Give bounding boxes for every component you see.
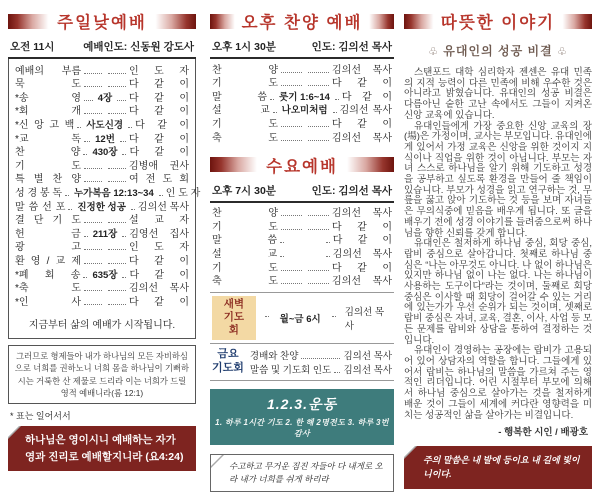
order-mid — [287, 249, 323, 260]
order-label: 말 씀 — [212, 235, 278, 247]
order-mid: 12번 — [95, 133, 115, 145]
order-label: *축 도 — [15, 283, 81, 295]
dot-leader — [280, 241, 284, 243]
order-who: 다 같 이 — [332, 262, 392, 274]
dot-leader — [84, 140, 90, 142]
psalm-verse-text: 주의 말씀은 내 발에 등이요 내 길에 빛이니이다. — [423, 455, 580, 479]
gradient-bar-left — [404, 14, 436, 29]
order-label: 축 도 — [212, 132, 278, 144]
gradient-bar-left — [210, 157, 261, 172]
order-who: 다 같 이 — [332, 235, 392, 247]
dot-leader — [308, 228, 329, 230]
order-label: 찬 양 — [212, 64, 278, 76]
order-of-worship-box — [8, 59, 201, 339]
order-who: 설 교 자 — [129, 215, 189, 227]
john-verse-banner — [8, 426, 196, 471]
dot-leader — [84, 85, 102, 87]
dot-leader — [84, 289, 102, 291]
dot-leader — [108, 167, 126, 169]
order-who: 김병애 권사 — [129, 160, 189, 172]
warm-story-title: 따뜻한 이야기 — [440, 14, 556, 32]
friday-who: 김의선 목사 — [343, 350, 392, 362]
order-mid: 누가복음 12:13~34 — [73, 187, 154, 199]
stand-footnote: * 표는 일어서서 — [10, 411, 71, 422]
order-who: 김의선 목사 — [339, 105, 392, 117]
wednesday-time-row — [210, 181, 394, 203]
dot-leader — [281, 84, 302, 86]
dot-leader — [84, 99, 93, 101]
order-who: 김영선 집사 — [129, 228, 189, 240]
order-mid: 4장 — [97, 92, 113, 104]
order-who: 인 도 자 — [129, 242, 189, 254]
friday-item: 말씀 및 기도회 인도 — [249, 364, 332, 376]
afternoon-time-row — [210, 37, 394, 59]
dot-leader — [281, 125, 302, 127]
order-label: *교 독 — [15, 133, 81, 145]
order-label: 찬 양 — [15, 147, 81, 159]
dot-leader — [77, 126, 81, 128]
dot-leader — [83, 153, 87, 155]
sunday-time-row — [8, 37, 196, 59]
dot-leader — [84, 112, 102, 114]
dot-leader — [308, 214, 329, 216]
friday-who: 김의선 목사 — [343, 364, 392, 376]
order-label: 기 도 — [15, 160, 81, 172]
friday-label-line1: 금요 — [217, 347, 239, 360]
dot-leader — [108, 303, 126, 305]
dot-leader — [120, 140, 126, 142]
order-label: 특 별 찬 양 — [15, 174, 81, 186]
dot-leader — [128, 126, 132, 128]
order-who: 다 같 이 — [129, 92, 189, 104]
dot-leader — [108, 289, 126, 291]
friday-line — [250, 348, 392, 362]
order-label: 묵 도 — [15, 79, 81, 91]
clover-icon: ♧ — [428, 45, 439, 58]
dot-leader — [308, 71, 329, 73]
order-mid: 진정한 성공 — [77, 201, 126, 213]
dot-leader — [273, 111, 277, 113]
order-label: 광 고 — [15, 242, 81, 254]
story-signature: - 행복한 시인 / 배광호 — [498, 427, 588, 439]
order-who: 인 도 자 — [129, 65, 189, 77]
order-label: 말 씀 선 포 — [15, 201, 66, 213]
dot-leader — [326, 241, 330, 243]
gradient-bar-right — [343, 157, 394, 172]
dawn-prayer-label — [212, 296, 256, 339]
123-movement-box — [210, 389, 394, 445]
order-label: *폐 회 송 — [15, 269, 81, 281]
order-label: *송 영 — [15, 92, 81, 104]
friday-line — [250, 362, 392, 376]
dawn-prayer-row — [210, 292, 394, 343]
gradient-bar-right — [367, 14, 394, 29]
dot-leader — [108, 248, 126, 250]
movement-items: 1. 하루 1시간 기도 2. 한 해 2명전도 3. 하루 3번 감사 — [215, 417, 389, 438]
order-who: 다 같 이 — [341, 91, 392, 103]
order-who: 김의선 목사 — [129, 283, 189, 295]
dot-leader — [280, 255, 284, 257]
dawn-label-line1: 새벽 — [223, 298, 244, 311]
order-who: 다 같 이 — [129, 255, 189, 267]
dot-leader — [108, 180, 126, 182]
dot-leader — [84, 72, 102, 74]
dot-leader — [108, 85, 126, 87]
order-mid: 룻기 1:6~14 — [279, 91, 330, 103]
dawn-time: 월~금 6시 — [279, 313, 321, 325]
order-who: 다 같 이 — [332, 78, 392, 90]
dot-leader — [84, 248, 102, 250]
order-label: 기 도 — [212, 262, 278, 274]
afternoon-service-title: 오후 찬양 예배 — [241, 14, 363, 32]
dot-leader — [84, 235, 88, 237]
order-who: 인 도 자 — [165, 187, 201, 199]
story-paragraph: 유대인은 철저하게 하나님 중심, 회당 중심, 랍비 중심으로 살아갑니다. 첫째로 하나님 중심은 “나는 아무것도 아니다. 나 없이 하나님은 있지만 하나님 없이 나는 없다. 나는 하나님이 사용하는 도구이다”라는 것이며, 둘째로 회당 중심은 이사할 때 회당이 걸어갈 수 있는 거리에 있는가가 우선 순위가 되는 것이며, 셋째로 랍비 중심은 자녀, 교육, 결혼, 이사, 사업 등 모든 문제를 랍비와 상담을 통하여 결정하는 것입니다. — [404, 238, 592, 346]
order-label: 기 도 — [212, 118, 278, 130]
order-label: 기 도 — [212, 78, 278, 90]
order-mid: 430장 — [92, 147, 118, 159]
gradient-bar-right — [560, 14, 592, 29]
friday-lines — [250, 348, 392, 376]
warm-story-header — [404, 9, 592, 33]
order-label: 예배의 부름 — [15, 65, 81, 77]
order-who: 다 같 이 — [129, 296, 189, 308]
order-who: 다 같 이 — [135, 119, 189, 131]
service-time: 오후 1시 30분 — [212, 41, 276, 53]
order-row — [212, 274, 392, 288]
order-row — [212, 130, 392, 144]
afternoon-order-list — [210, 59, 394, 144]
dot-leader — [334, 371, 340, 373]
order-mid: 211장 — [92, 228, 118, 240]
order-who: 김의선 목사 — [332, 132, 392, 144]
order-label: *인 사 — [15, 296, 81, 308]
service-time: 오후 7시 30분 — [212, 184, 276, 197]
order-mid: 635장 — [92, 269, 118, 281]
dot-leader — [108, 262, 126, 264]
column-sunday-service — [8, 0, 201, 471]
order-label: 헌 금 — [15, 228, 81, 240]
matthew-verse-text: 수고하고 무거운 짐진 자들아 다 내게로 오라 내가 너희를 쉬게 하리라 — [229, 460, 383, 484]
service-leader: 예배인도: 신동원 강도사 — [83, 41, 194, 53]
story-subtitle — [404, 42, 592, 59]
order-label: 설 교 — [212, 105, 270, 117]
story-paragraph: 스탠포드 대학 심리학자 젠센은 유대 민족의 지적 능력이 다른 민족에 비해 우수한 것은 아니라고 밝혔습니다. 유대인의 성공 비결은 다름아닌 숱한 고난 속에서도 그들이 지켜온 신앙 교육에 있습니다. — [404, 67, 592, 121]
dot-leader — [108, 112, 126, 114]
romans-verse-box: 그러므로 형제들아 내가 하나님의 모든 자비하심으로 너희를 권하노니 너희 몸을 하나님이 기뻐하시는 거룩한 산 제물로 드리라 이는 너희가 드릴 영적 예배니라(롬 12:1) — [8, 345, 196, 405]
order-who: 다 같 이 — [129, 79, 189, 91]
order-label: 말 씀 — [212, 91, 268, 103]
friday-prayer-row — [210, 344, 394, 381]
order-who: 김의선 목사 — [137, 201, 189, 213]
dot-leader — [333, 111, 337, 113]
order-who: 다 같 이 — [332, 221, 392, 233]
dot-leader — [84, 167, 102, 169]
dot-leader — [68, 208, 72, 210]
sunday-service-header — [8, 9, 196, 33]
dot-leader — [308, 282, 329, 284]
dot-leader — [270, 98, 274, 100]
order-who: 김의선 목사 — [332, 276, 392, 288]
friday-prayer-label — [212, 348, 244, 376]
order-row — [15, 294, 189, 308]
order-who: 김의선 목사 — [332, 208, 392, 220]
order-label: 환 영 / 교 제 — [15, 255, 81, 267]
order-label: 설 교 — [212, 248, 278, 260]
dawn-label-line2: 기도회 — [223, 311, 244, 337]
order-who: 다 같 이 — [129, 147, 189, 159]
afternoon-service-header — [210, 9, 394, 33]
john-verse-text: 하나님은 영이시니 예배하는 자가 영과 진리로 예배할지니라 (요4:24) — [25, 434, 184, 463]
service-time: 오전 11시 — [10, 41, 55, 53]
dot-leader — [122, 235, 126, 237]
dot-leader — [117, 99, 126, 101]
order-label: 찬 양 — [212, 208, 278, 220]
movement-title: 1.2.3.운동 — [266, 395, 338, 412]
order-who: 김의선 목사 — [332, 248, 392, 260]
worship-closing-note: 지금부터 삶의 예배가 시작됩니다. — [28, 319, 176, 331]
gradient-bar-right — [152, 14, 196, 29]
order-who: 여 전 도 회 — [129, 174, 189, 186]
dot-leader — [265, 315, 269, 317]
column-other-services — [210, 0, 394, 492]
dot-leader — [122, 276, 126, 278]
order-label: *회 개 — [15, 106, 81, 118]
order-who: 김의선 목사 — [332, 64, 392, 76]
service-leader: 인도: 김의선 목사 — [311, 184, 392, 197]
order-label: 기 도 — [212, 221, 278, 233]
service-leader: 인도: 김의선 목사 — [311, 41, 392, 53]
wednesday-order-list — [210, 203, 394, 288]
dot-leader — [335, 98, 339, 100]
friday-label-line2: 기도회 — [212, 361, 244, 374]
dot-leader — [301, 357, 340, 359]
dot-leader — [84, 262, 102, 264]
dot-leader — [84, 303, 102, 305]
dawn-who: 김의선 목사 — [344, 306, 385, 332]
dot-leader — [83, 276, 87, 278]
dot-leader — [332, 315, 336, 317]
dot-leader — [131, 208, 135, 210]
dot-leader — [308, 139, 329, 141]
column-warm-story — [404, 0, 592, 489]
gradient-bar-left — [210, 14, 237, 29]
dot-leader — [281, 282, 302, 284]
sunday-service-title: 주일낮예배 — [57, 14, 147, 32]
dot-leader — [84, 180, 102, 182]
wednesday-service-header — [210, 153, 394, 177]
order-label: 축 도 — [212, 276, 278, 288]
dot-leader — [308, 84, 329, 86]
dot-leader — [308, 269, 329, 271]
dot-leader — [281, 139, 302, 141]
order-label: 성 경 봉 독 — [15, 187, 62, 199]
dot-leader — [326, 255, 330, 257]
story-paragraph: 유대인들에게 가장 중요한 신앙 교육의 장(場)은 가정이며, 교사는 부모입니다. 유대인에게 있어서 가정 교육은 신앙을 위한 것이지 지식이나 직업을 위한 것이 아닙니다. 부모는 자녀 스스로 하나님을 알기 위해 기도하고 성경을 공부하고 싶도록 환경을 만들어 줄 책임이 있습니다. 부모가 성경을 읽고 연구하는 것, 무릎을 꿇고 앉아 기도하는 것 등을 보며 자녀들은 무의식중에 믿음을 배우게 됩니다. 또 글을 배우기 전에 성경 이야기를 들려줌으로써 하나님을 향한 신뢰를 갖게 합니다. — [404, 120, 592, 239]
dot-leader — [84, 221, 102, 223]
clover-icon: ♧ — [557, 45, 568, 58]
dot-leader — [108, 72, 126, 74]
dot-leader — [281, 228, 302, 230]
order-mid — [287, 235, 323, 246]
order-who: 다 같 이 — [129, 106, 189, 118]
wednesday-service-title: 수요예배 — [266, 157, 338, 176]
matthew-verse-box — [210, 454, 394, 492]
story-subtitle-text: 유대인의 성공 비결 — [443, 44, 553, 58]
order-who: 다 같 이 — [129, 269, 189, 281]
gradient-bar-left — [8, 14, 52, 29]
dot-leader — [122, 153, 126, 155]
dot-leader — [281, 214, 302, 216]
dot-leader — [308, 125, 329, 127]
dot-leader — [281, 71, 302, 73]
order-label: 결 단 기 도 — [15, 215, 81, 227]
story-paragraph: 유대인이 경영하는 공장에는 랍비가 고용되어 있어 상담자의 역할을 합니다. 그들에게 있어서 랍비는 하나님의 말씀을 가르쳐 주는 영적인 리더입니다. 어린 시절부터 부모에 의해서 하나님 중심으로 살아가는 것을 철저하게 배운 것이 그들이 세계에 커다란 영향력을 미치는 성공적인 삶을 살아가는 비결입니다. — [404, 345, 592, 421]
order-mid: 사도신경 — [86, 119, 124, 131]
friday-item: 경배와 찬양 — [249, 350, 299, 362]
order-label: *신 앙 고 백 — [15, 119, 75, 131]
order-who: 다 같 이 — [332, 118, 392, 130]
dot-leader — [281, 269, 302, 271]
psalm-verse-banner — [404, 446, 592, 489]
order-who: 다 같 이 — [129, 133, 189, 145]
dot-leader — [159, 194, 163, 196]
dot-leader — [65, 194, 69, 196]
dot-leader — [108, 221, 126, 223]
order-mid: 나오미처럼 — [281, 105, 328, 117]
